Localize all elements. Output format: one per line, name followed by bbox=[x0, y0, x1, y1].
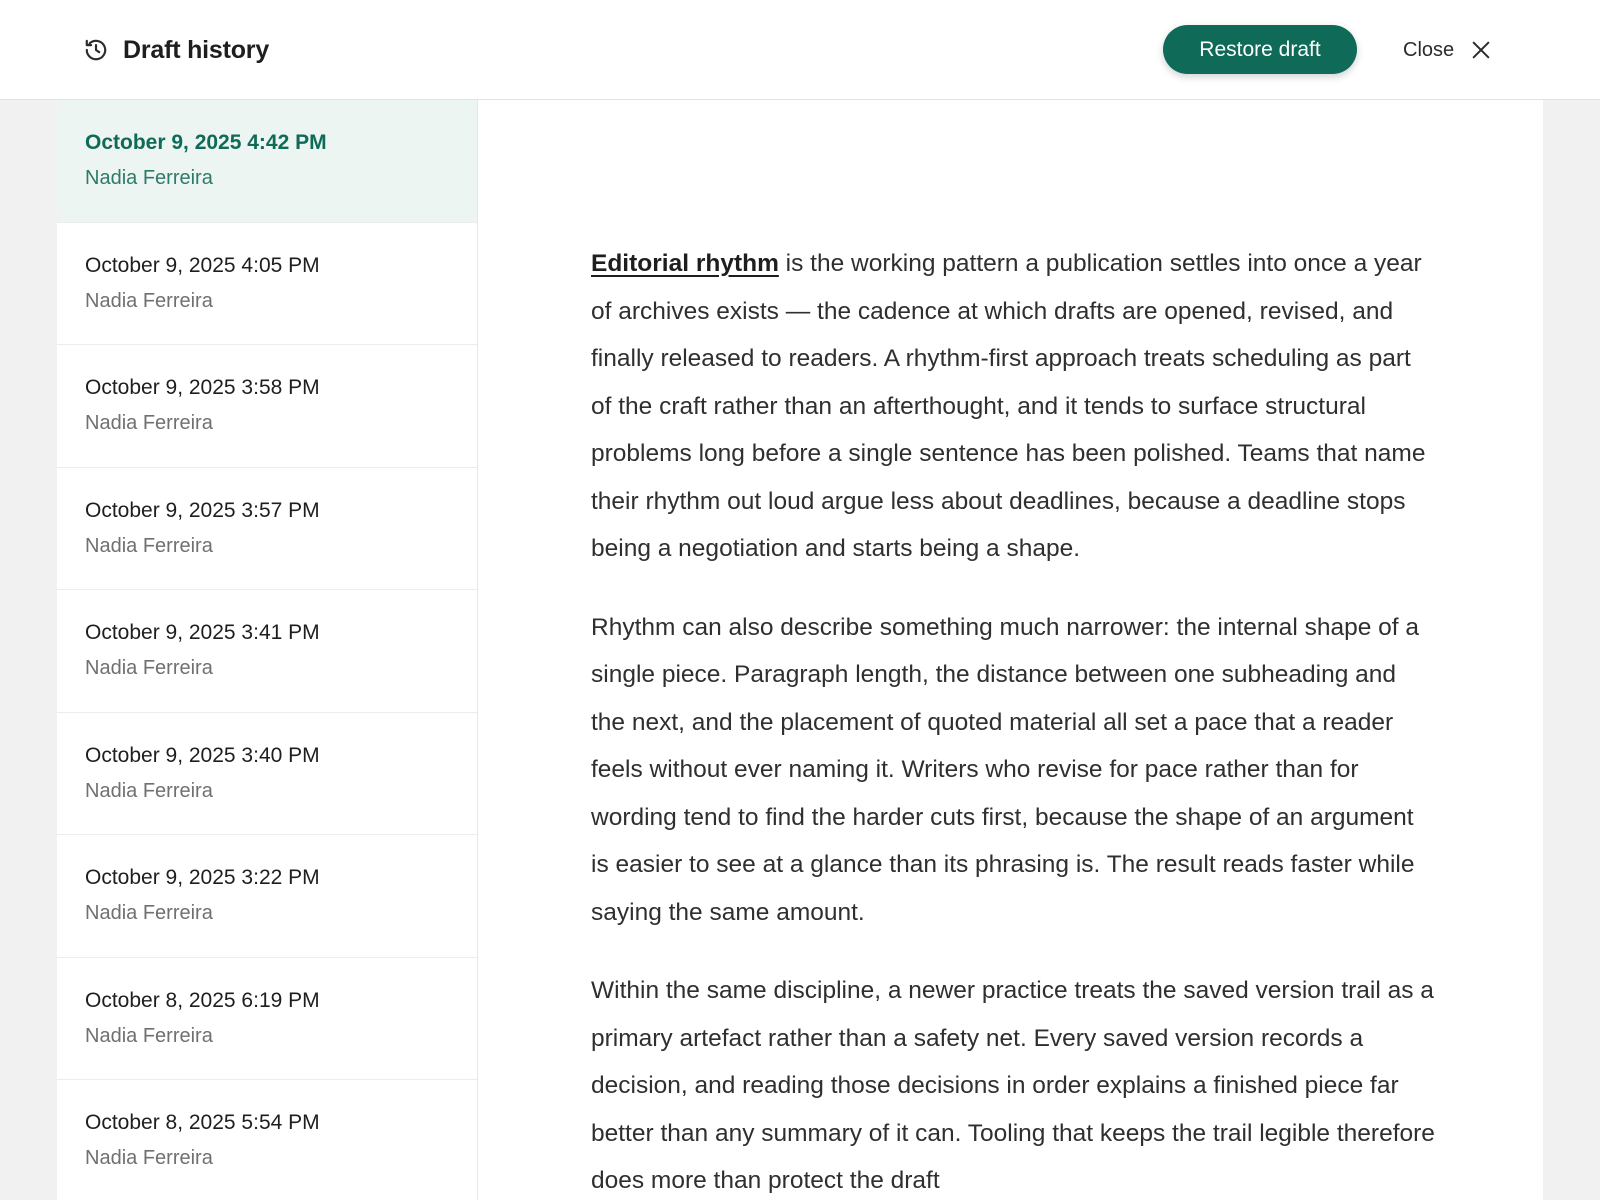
revision-author: Nadia Ferreira bbox=[85, 1147, 213, 1170]
revision-date: October 9, 2025 3:22 PM bbox=[85, 866, 320, 890]
revision-item[interactable] bbox=[57, 223, 477, 346]
close-icon bbox=[1470, 39, 1492, 61]
restore-draft-button[interactable]: Restore draft bbox=[1163, 25, 1357, 74]
close-button[interactable] bbox=[1403, 30, 1492, 70]
revision-date: October 9, 2025 3:57 PM bbox=[85, 498, 320, 522]
revision-author: Nadia Ferreira bbox=[85, 534, 213, 557]
revision-date: October 9, 2025 4:42 PM bbox=[85, 131, 327, 155]
draft-history-header bbox=[0, 0, 1600, 100]
revision-author: Nadia Ferreira bbox=[85, 167, 213, 190]
revision-date: October 9, 2025 3:58 PM bbox=[85, 376, 320, 400]
revision-author: Nadia Ferreira bbox=[85, 1024, 213, 1047]
revision-list bbox=[57, 100, 478, 1200]
paragraph-2: Rhythm can also describe something much narrower: the internal shape of a single piece. Paragraph length, the distance between one subheading and the next, and the placement of quoted material all set a pace that a reader feels without ever naming it. Writers who revise for pace rather than for wording tend to find the harder cuts first, because the shape of an argument is easier to see at a glance than its phrasing is. The result reads faster while saying the same amount. bbox=[591, 613, 1419, 926]
revision-date: October 8, 2025 5:54 PM bbox=[85, 1111, 320, 1135]
revision-item[interactable] bbox=[57, 713, 477, 836]
revision-item[interactable] bbox=[57, 1080, 477, 1200]
revision-author: Nadia Ferreira bbox=[85, 412, 213, 435]
page-title: Draft history bbox=[123, 35, 270, 64]
revision-item[interactable] bbox=[57, 345, 477, 468]
term-link[interactable]: Editorial rhythm bbox=[591, 250, 779, 277]
revision-item[interactable] bbox=[57, 835, 477, 958]
revision-author: Nadia Ferreira bbox=[85, 779, 213, 802]
close-label: Close bbox=[1403, 38, 1455, 61]
revision-item[interactable] bbox=[57, 468, 477, 591]
revision-date: October 9, 2025 4:05 PM bbox=[85, 253, 320, 277]
history-icon bbox=[83, 37, 109, 63]
revision-item[interactable] bbox=[57, 958, 477, 1081]
revision-preview bbox=[478, 100, 1543, 1200]
paragraph-1 bbox=[591, 240, 1436, 573]
title-group bbox=[83, 0, 269, 100]
revision-date: October 9, 2025 3:40 PM bbox=[85, 743, 320, 767]
article-body bbox=[591, 240, 1436, 1200]
revision-author: Nadia Ferreira bbox=[85, 657, 213, 680]
revision-date: October 9, 2025 3:41 PM bbox=[85, 621, 320, 645]
revision-date: October 8, 2025 6:19 PM bbox=[85, 988, 320, 1012]
revision-author: Nadia Ferreira bbox=[85, 289, 213, 312]
revision-author: Nadia Ferreira bbox=[85, 902, 213, 925]
paragraph-1-text: is the working pattern a publication settles into once a year of archives exists — the cadence at which drafts are opened, revised, and finally released to readers. A rhythm-first approach treats scheduling as part of the craft rather than an afterthought, and it tends to surface structural problems long before a single sentence has been polished. Teams that name their rhythm out loud argue less about deadlines, because a deadline stops being a negotiation and starts being a shape. bbox=[591, 250, 1426, 562]
revision-item-selected[interactable] bbox=[57, 100, 477, 223]
paragraph-3: Within the same discipline, a newer practice treats the saved version trail as a primary artefact rather than a safety net. Every saved version records a decision, and reading those decisions in order explains a finished piece far better than any summary of it can. Tooling that keeps the trail legible therefore does more than protect the draft bbox=[591, 977, 1435, 1194]
revision-item[interactable] bbox=[57, 590, 477, 713]
